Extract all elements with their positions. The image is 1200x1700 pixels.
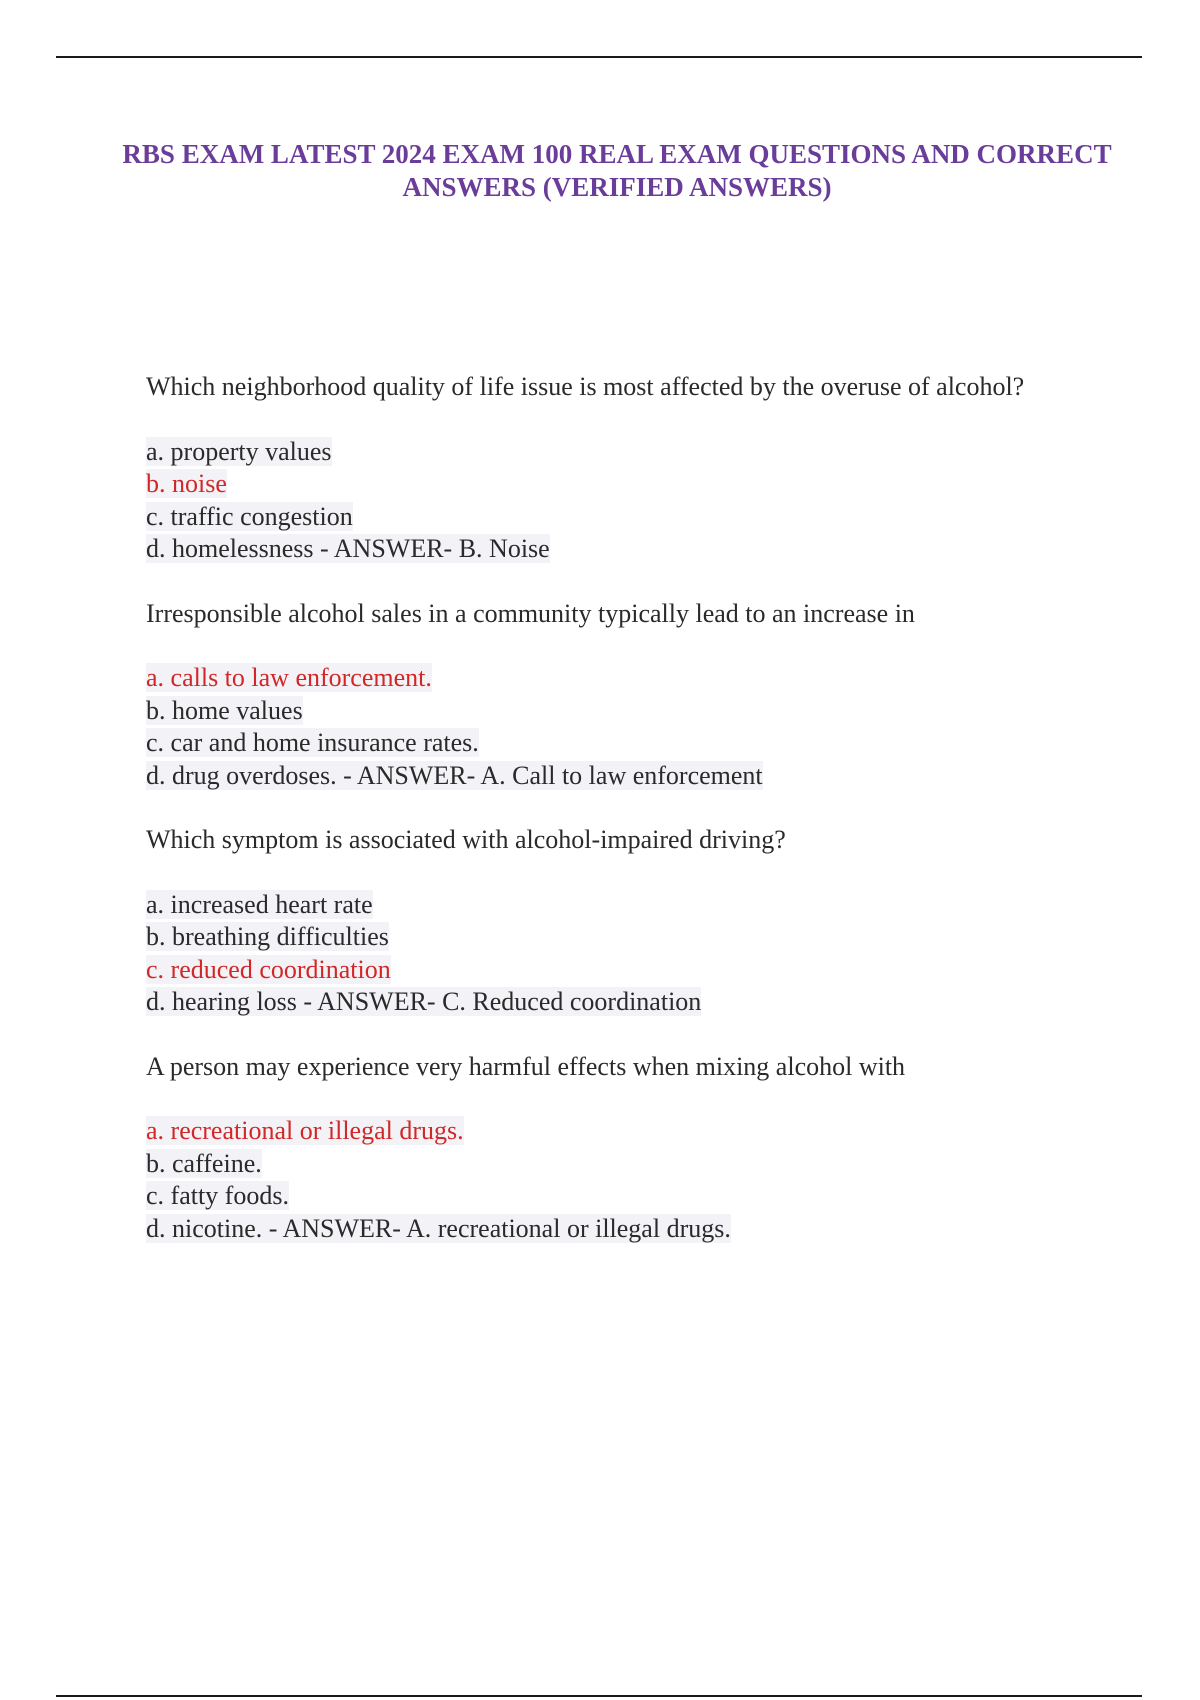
option-label: c. reduced coordination xyxy=(146,954,391,984)
answer-options xyxy=(146,889,1026,1019)
question-text: Which neighborhood quality of life issue is most affected by the overuse of alcohol? xyxy=(146,372,1025,401)
question-block xyxy=(146,1051,1026,1246)
option-b xyxy=(146,921,1026,954)
option-d-with-answer xyxy=(146,533,1026,566)
option-d-with-answer xyxy=(146,760,1026,793)
option-label: d. drug overdoses. - ANSWER- A. Call to law enforcement xyxy=(146,760,763,790)
option-c-correct xyxy=(146,954,1026,987)
option-label: c. fatty foods. xyxy=(146,1181,289,1210)
option-label: c. traffic congestion xyxy=(146,501,353,531)
option-a-correct xyxy=(146,1115,1026,1148)
option-label: a. property values xyxy=(146,436,332,466)
option-b xyxy=(146,695,1026,728)
option-label: b. caffeine. xyxy=(146,1148,262,1178)
option-b-correct xyxy=(146,468,1026,501)
option-label: b. home values xyxy=(146,695,303,725)
question-text: Irresponsible alcohol sales in a community typically lead to an increase in xyxy=(146,598,915,628)
question-block xyxy=(146,371,1026,566)
answer-options xyxy=(146,662,1026,792)
answer-options xyxy=(146,1115,1026,1245)
option-label: d. nicotine. - ANSWER- A. recreational or illegal drugs. xyxy=(146,1213,731,1243)
option-label: b. breathing difficulties xyxy=(146,922,389,951)
question-list xyxy=(146,371,1026,1277)
option-label: b. noise xyxy=(146,469,227,498)
question-text: Which symptom is associated with alcohol-impaired driving? xyxy=(146,825,786,854)
option-d-with-answer xyxy=(146,986,1026,1019)
option-label: a. recreational or illegal drugs. xyxy=(146,1116,464,1145)
option-label: c. car and home insurance rates. xyxy=(146,728,479,757)
option-c xyxy=(146,1180,1026,1213)
option-d-with-answer xyxy=(146,1213,1026,1246)
question-block xyxy=(146,598,1026,793)
option-a xyxy=(146,889,1026,922)
option-a-correct xyxy=(146,662,1026,695)
option-label: a. increased heart rate xyxy=(146,889,373,919)
question-block xyxy=(146,824,1026,1019)
document-title: RBS EXAM LATEST 2024 EXAM 100 REAL EXAM QUESTIONS AND CORRECT ANSWERS (VERIFIED ANSWERS) xyxy=(122,139,1112,202)
option-label: a. calls to law enforcement. xyxy=(146,663,432,692)
option-c xyxy=(146,727,1026,760)
option-a xyxy=(146,436,1026,469)
question-text: A person may experience very harmful effects when mixing alcohol with xyxy=(146,1051,906,1081)
top-rule xyxy=(56,56,1142,58)
option-label: d. homelessness - ANSWER- B. Noise xyxy=(146,534,550,563)
option-c xyxy=(146,501,1026,534)
answer-options xyxy=(146,436,1026,566)
option-label: d. hearing loss - ANSWER- C. Reduced coordination xyxy=(146,987,702,1016)
bottom-rule xyxy=(56,1695,1142,1697)
option-b xyxy=(146,1148,1026,1181)
